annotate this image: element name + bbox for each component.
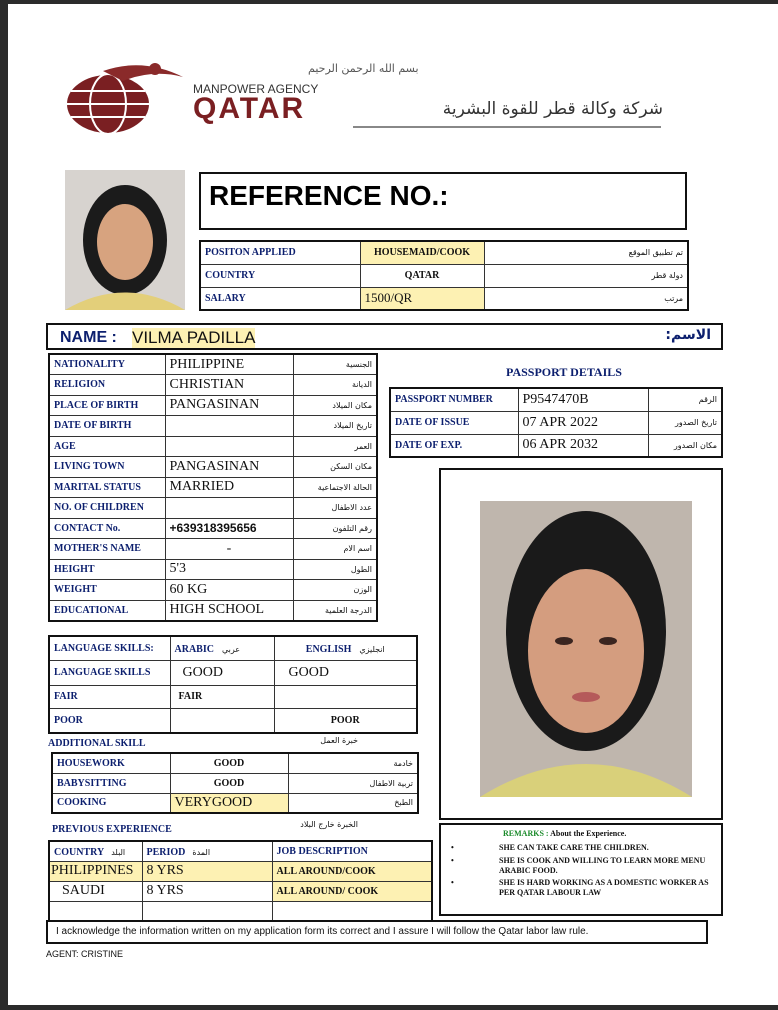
name-label-arabic: الاسم: xyxy=(665,327,711,343)
applicant-photo-small xyxy=(65,170,185,310)
agency-name-arabic: شركة وكالة قطر للقوة البشرية xyxy=(442,99,663,119)
table-row: WEIGHT 60 KG الوزن xyxy=(49,580,377,601)
table-row xyxy=(49,901,432,921)
language-english-header: ENGLISH xyxy=(305,644,352,656)
table-row: CONTACT No. +639318395656 رقم التلفون xyxy=(49,518,377,539)
experience-title: PREVIOUS EXPERIENCE xyxy=(52,824,172,835)
large-photo-frame xyxy=(439,468,723,820)
agent-name: AGENT: CRISTINE xyxy=(46,949,124,959)
additional-skill-title: ADDITIONAL SKILL xyxy=(48,738,146,749)
table-row: COOKING VERYGOOD الطبخ xyxy=(52,793,418,813)
language-arabic-header: ARABIC xyxy=(174,644,214,656)
table-row: LIVING TOWN PANGASINAN مكان السكن xyxy=(49,457,377,478)
agency-name-line1: MANPOWER AGENCY xyxy=(193,82,319,96)
agency-name-line2: QATAR xyxy=(193,92,306,125)
position-table xyxy=(199,240,689,311)
header-rule xyxy=(353,126,661,128)
list-item: • SHE IS HARD WORKING AS A DOMESTIC WORKER AS PER QATAR LABOUR LAW xyxy=(451,878,709,897)
passport-title: PASSPORT DETAILS xyxy=(506,365,622,379)
name-value: VILMA PADILLA xyxy=(132,328,256,347)
biodata-page xyxy=(8,4,778,1005)
table-row: LANGUAGE SKILLS GOOD GOOD xyxy=(49,660,417,685)
acknowledgement-text: I acknowledge the information written on my application form its correct and I assure I will follow the Qatar labor law rule. xyxy=(56,926,589,937)
reference-box xyxy=(199,172,687,230)
remarks-subtitle: About the Experience. xyxy=(550,829,627,838)
remarks-box xyxy=(439,823,723,916)
list-item: • SHE IS COOK AND WILLING TO LEARN MORE MENU ARABIC FOOD. xyxy=(451,856,706,875)
name-label: NAME : xyxy=(60,329,117,346)
experience-title-arabic: الخبرة خارج البلاد xyxy=(300,820,358,829)
list-item: • SHE CAN TAKE CARE THE CHILDREN. xyxy=(451,843,649,852)
table-row: MARITAL STATUS MARRIED الحالة الاجتماعية xyxy=(49,477,377,498)
name-bar xyxy=(46,323,723,350)
remarks-title: REMARKS : xyxy=(503,829,549,838)
reference-title: REFERENCE NO.: xyxy=(209,180,449,211)
table-row: AGE العمر xyxy=(49,436,377,457)
table-row: FAIR FAIR xyxy=(49,685,417,708)
table-row: PHILIPPINES 8 YRS ALL AROUND/COOK xyxy=(49,861,432,881)
table-row: COUNTRY QATAR دولة قطر xyxy=(200,264,688,287)
language-table xyxy=(48,635,418,734)
additional-skill-table xyxy=(51,752,419,814)
table-row: EDUCATIONAL HIGH SCHOOL الدرجة العلمية xyxy=(49,600,377,621)
table-row: POSITON APPLIED HOUSEMAID/COOK تم تطبيق الموقع xyxy=(200,241,688,264)
table-row: DATE OF ISSUE 07 APR 2022 تاريخ الصدور xyxy=(390,411,722,434)
remarks-list xyxy=(451,843,716,898)
bismillah: بسم الله الرحمن الرحيم xyxy=(308,62,419,75)
table-row: SAUDI 8 YRS ALL AROUND/ COOK xyxy=(49,881,432,901)
table-row: NATIONALITY PHILIPPINE الجنسية xyxy=(49,354,377,375)
table-row: POOR POOR xyxy=(49,708,417,733)
passport-table xyxy=(389,387,723,458)
table-row: LANGUAGE SKILLS: ARABIC عربي ENGLISH انجليزي xyxy=(49,636,417,660)
table-row: SALARY 1500/QR مرتب xyxy=(200,287,688,310)
table-row: DATE OF EXP. 06 APR 2032 مكان الصدور xyxy=(390,434,722,457)
table-row: MOTHER'S NAME - اسم الام xyxy=(49,539,377,560)
table-row: COUNTRY البلد PERIOD المدة JOB DESCRIPTION xyxy=(49,841,432,861)
table-row: HOUSEWORK GOOD خادمة xyxy=(52,753,418,773)
table-row: DATE OF BIRTH تاريخ الميلاد xyxy=(49,416,377,437)
additional-skill-title-arabic: خبرة العمل xyxy=(320,736,358,745)
globe-logo-icon xyxy=(63,59,193,139)
table-row: NO. OF CHILDREN عدد الاطفال xyxy=(49,498,377,519)
table-row: PLACE OF BIRTH PANGASINAN مكان الميلاد xyxy=(49,395,377,416)
personal-info-table xyxy=(48,353,378,622)
applicant-photo-large xyxy=(480,501,692,797)
table-row: PASSPORT NUMBER P9547470B الرقم xyxy=(390,388,722,411)
experience-table xyxy=(48,840,433,922)
table-row: HEIGHT 5'3 الطول xyxy=(49,559,377,580)
acknowledgement-box xyxy=(46,920,708,944)
table-row: BABYSITTING GOOD تربية الاطفال xyxy=(52,773,418,793)
table-row: RELIGION CHRISTIAN الديانة xyxy=(49,375,377,396)
